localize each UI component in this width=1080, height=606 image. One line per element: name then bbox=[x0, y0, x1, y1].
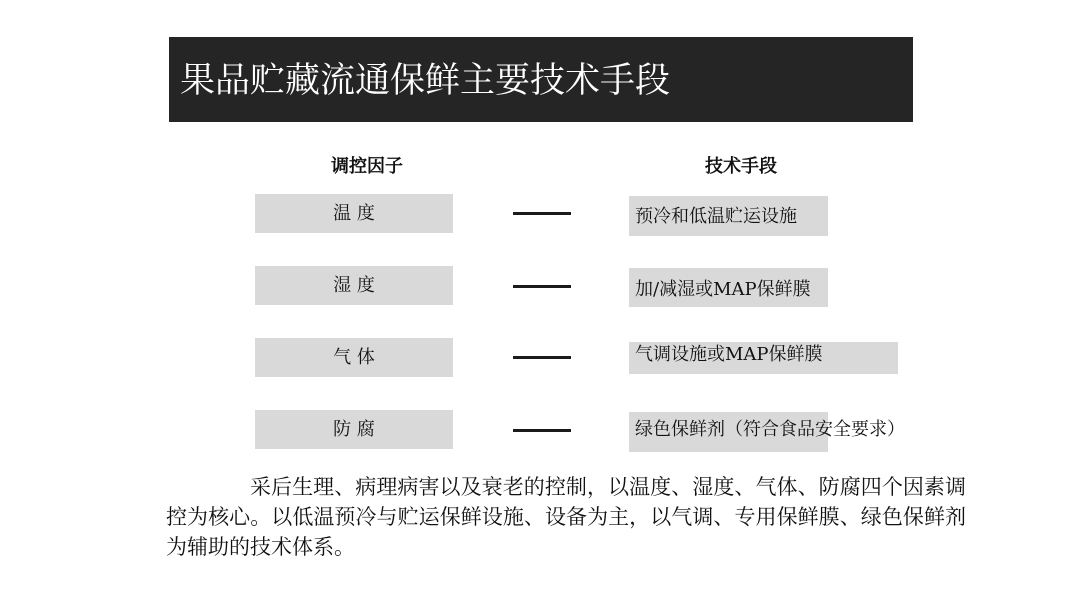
factor-box-humidity: 湿 度 bbox=[255, 266, 453, 305]
factor-box-gas: 气 体 bbox=[255, 338, 453, 377]
title-bar bbox=[169, 37, 913, 122]
connector-line bbox=[513, 212, 571, 215]
slide-title: 果品贮藏流通保鲜主要技术手段 bbox=[180, 61, 671, 101]
technique-box-humidity bbox=[629, 268, 828, 307]
factor-box-anticorrosion: 防 腐 bbox=[255, 410, 453, 449]
technique-label: 气调设施或MAP保鲜膜 bbox=[635, 344, 823, 365]
technique-label: 绿色保鲜剂（符合食品安全要求） bbox=[635, 419, 905, 440]
connector-line bbox=[513, 285, 571, 288]
technique-box-anticorrosion bbox=[629, 412, 905, 452]
factor-box-temperature: 温 度 bbox=[255, 194, 453, 233]
column-header-control-factor: 调控因子 bbox=[331, 156, 403, 177]
connector-line bbox=[513, 429, 571, 432]
connector-line bbox=[513, 356, 571, 359]
technique-label: 加/减湿或MAP保鲜膜 bbox=[635, 279, 811, 300]
technique-box-temperature bbox=[629, 196, 828, 236]
summary-paragraph: 采后生理、病理病害以及衰老的控制，以温度、湿度、气体、防腐四个因素调控为核心。以低温预冷与贮运保鲜设施、设备为主，以气调、专用保鲜膜、绿色保鲜剂为辅助的技术体系。 bbox=[166, 475, 966, 559]
technique-box-gas bbox=[629, 342, 898, 374]
column-header-technique: 技术手段 bbox=[705, 156, 777, 177]
technique-label: 预冷和低温贮运设施 bbox=[635, 206, 797, 227]
